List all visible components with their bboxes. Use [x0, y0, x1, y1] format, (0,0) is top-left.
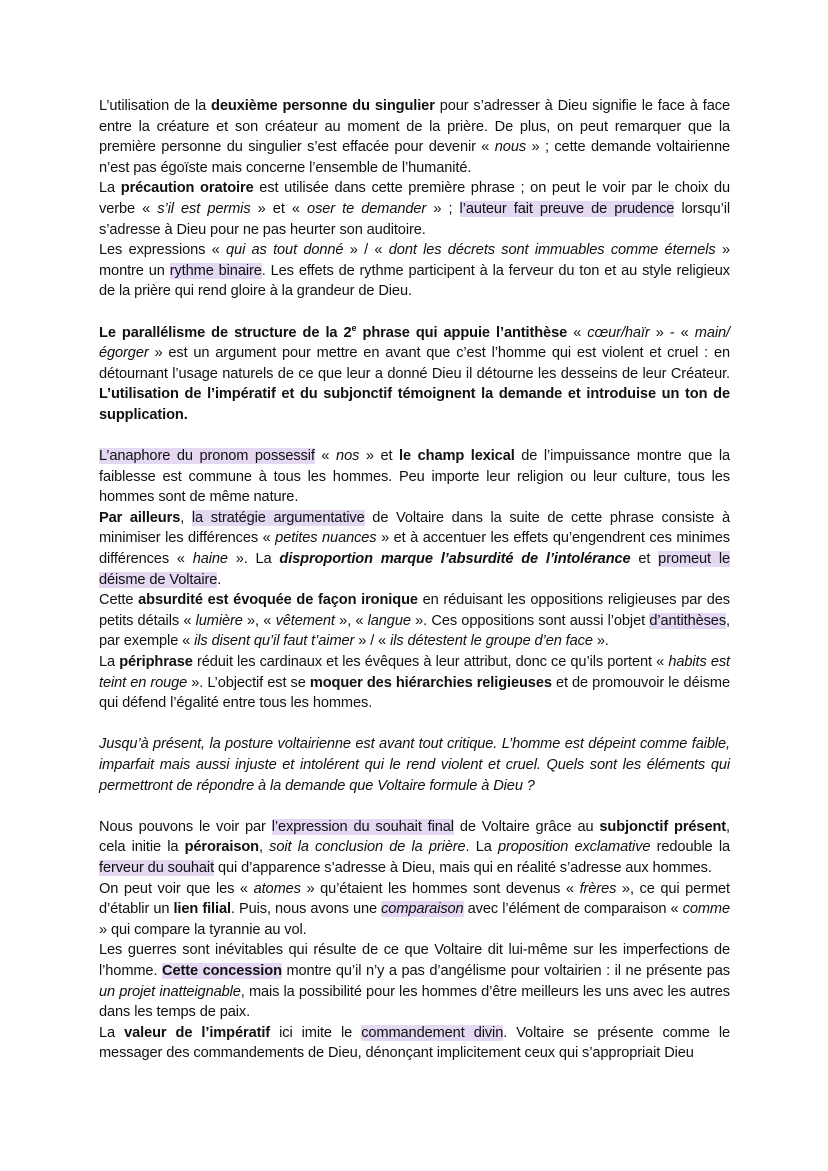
paragraph-strategie: Par ailleurs, la stratégie argumentative de Voltaire dans la suite de cette phrase consiste à minimiser les différences « petites nuances » et à accentuer les effets qu’engendrent ces minimes différences « haine ». La disproportion marque l’absurdité de l’intolérance et promeut le déisme de Voltaire. [99, 509, 730, 588]
paragraph-parallelisme: Le parallélisme de structure de la 2e phrase qui appuie l’antithèse « cœur/haïr » - « main/égorger » est un argument pour mettre en avant que c’est l’homme qui est violent et cruel : en détournant l’usage naturels de ce que leur a donné Dieu il détourne les desseins de leur Créateur. L’utilisation de l’impératif et du subjonctif témoignent la demande et introduise un ton de supplication. [99, 322, 730, 423]
highlight: promeut le déisme de Voltaire [99, 551, 730, 588]
highlight: la stratégie argumentative [191, 509, 365, 526]
paragraph-second-person: L’utilisation de la deuxième personne du singulier pour s’adresser à Dieu signifie le face à face entre la créature et son créateur au moment de la prière. De plus, on peut remarquer que la première personne du singulier s’est effacée pour devenir « nous » ; cette demande voltairienne n’est pas égoïste mais concerne l’ensemble de l’humanité. [99, 98, 730, 176]
highlight: d’antithèses [649, 612, 727, 629]
paragraph-gap [99, 796, 730, 817]
paragraph-imperatif: La valeur de l’impératif ici imite le commandement divin. Voltaire se présente comme le messager des commandements de Dieu, dénonçant implicitement ceux qui s’appropriait Dieu [99, 1024, 730, 1062]
paragraph-rythme-binaire: Les expressions « qui as tout donné » / « dont les décrets sont immuables comme éternels » montre un rythme binaire. Les effets de rythme participent à la ferveur du ton et au style religieux de la prière qui rend gloire à la grandeur de Dieu. [99, 242, 730, 300]
paragraph-precaution-oratoire: La précaution oratoire est utilisée dans cette première phrase ; on peut le voir par le choix du verbe « s’il est permis » et « oser te demander » ; l’auteur fait preuve de prudence lorsqu’il s’adresse à Dieu pour ne pas heurter son auditoire. [99, 180, 731, 238]
paragraph-transition: Jusqu’à présent, la posture voltairienne est avant tout critique. L’homme est dépeint comme faible, imparfait mais aussi injuste et intolérent qui le rend violent et cruel. Quels sont les éléments qui permettront de répondre à la demande que Voltaire formule à Dieu ? [99, 736, 730, 794]
paragraph-souhait-final: Nous pouvons le voir par l’expression du souhait final de Voltaire grâce au subjonctif présent, cela initie la péroraison, soit la conclusion de la prière. La proposition exclamative redouble la ferveur du souhait qui d’apparence s’adresse à Dieu, mais qui en réalité s’adresse aux hommes. [99, 818, 731, 876]
highlight: comparaison [381, 901, 464, 918]
highlight: rythme binaire [169, 262, 262, 279]
paragraph-gap [99, 426, 730, 447]
paragraph-gap [99, 302, 730, 323]
document-text [99, 96, 730, 1064]
paragraph-lien-filial: On peut voir que les « atomes » qu’étaient les hommes sont devenus « frères », ce qui permet d’établir un lien filial. Puis, nous avons une comparaison avec l’élément de comparaison « comme » qui compare la tyrannie au vol. [99, 880, 730, 938]
highlight: L’anaphore du pronom possessif [99, 448, 315, 465]
highlight: ferveur du souhait [99, 859, 215, 876]
paragraph-periphrase: La périphrase réduit les cardinaux et les évêques à leur attribut, donc ce qu’ils portent « habits est teint en rouge ». L’objectif est se moquer des hiérarchies religieuses et de promouvoir le déisme qui défend l’égalité entre tous les hommes. [99, 654, 730, 712]
highlight: Cette concession [162, 962, 282, 979]
paragraph-concession: Les guerres sont inévitables qui résulte de ce que Voltaire dit lui-même sur les imperfections de l’homme. Cette concession montre qu’il n’y a pas d’angélisme pour voltairien : il ne présente pas un projet inatteignable, mais la possibilité pour les hommes d’être meilleurs les uns avec les autres dans les temps de paix. [99, 942, 730, 1021]
highlight: commandement divin [361, 1024, 504, 1041]
highlight: l’expression du souhait final [271, 818, 454, 835]
paragraph-ironie: Cette absurdité est évoquée de façon ironique en réduisant les oppositions religieuses par des petits détails « lumière », « vêtement », « langue ». Ces oppositions sont aussi l’objet d’antithèses, par exemple « ils disent qu’il faut t’aimer » / « ils détestent le groupe d’en face ». [99, 592, 730, 650]
paragraph-gap [99, 714, 730, 735]
highlight: l’auteur fait preuve de prudence [459, 200, 675, 217]
paragraph-anaphore: L’anaphore du pronom possessif « nos » et le champ lexical de l’impuissance montre que la faiblesse est commune à tous les hommes. Peu importe leur religion ou leur culture, tous les hommes sont de même nature. [99, 448, 730, 506]
